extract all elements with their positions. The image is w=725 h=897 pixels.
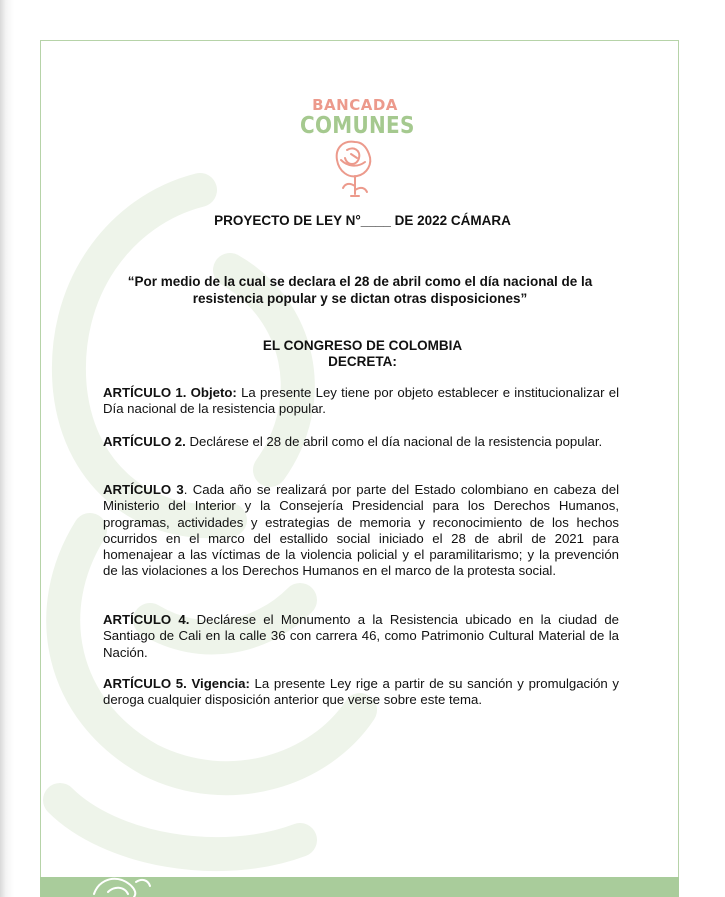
congress-name: EL CONGRESO DE COLOMBIA <box>262 338 463 353</box>
bancada-comunes-logo <box>300 96 415 207</box>
article-heading: ARTÍCULO 3 <box>103 482 184 497</box>
bill-title: PROYECTO DE LEY N°____ DE 2022 CÁMARA <box>214 213 511 228</box>
article-4 <box>103 612 619 661</box>
footer-dove-icon <box>88 872 158 897</box>
article-5 <box>103 676 619 709</box>
article-text: Declárese el Monumento a la Resistencia ubicado en la ciudad de Santiago de Cali en la calle 36 con carrera 46, como Patrimonio Cultural Material de la Nación. <box>103 612 619 660</box>
congress-heading <box>0 338 725 370</box>
rose-dove-icon <box>327 136 383 202</box>
decreta-label: DECRETA: <box>328 354 397 369</box>
article-3 <box>103 482 619 580</box>
article-heading: ARTÍCULO 4. <box>103 612 190 627</box>
bill-subtitle: “Por medio de la cual se declara el 28 de abril como el día nacional de la resistencia popular y se dictan otras disposiciones” <box>127 274 593 306</box>
article-text: Declárese el 28 de abril como el día nacional de la resistencia popular. <box>185 434 603 449</box>
article-text: La presente Ley tiene por objeto establecer e institucionalizar el Día nacional de la resistencia popular. <box>103 385 619 417</box>
article-heading: ARTÍCULO 5. Vigencia: <box>103 676 250 691</box>
article-text: . Cada año se realizará por parte del Estado colombiano en cabeza del Ministerio del Interior y la Consejería Presidencial para los Derechos Humanos, programas, actividades y estrategias de memoria y reconocimiento de los hechos ocurridos en el marco del estallido social iniciado el 28 de abril de 2021 para homenajear a las víctimas de la violencia policial y el paramilitarismo; y la prevención de las violaciones a los Derechos Humanos en el marco de la protesta social. <box>103 482 620 579</box>
article-heading: ARTÍCULO 1. Objeto: <box>103 385 237 400</box>
logo-text-comunes: COMUNES <box>300 111 415 139</box>
article-2 <box>103 434 619 450</box>
article-text: La presente Ley rige a partir de su sanción y promulgación y deroga cualquier disposición anterior que verse sobre este tema. <box>103 676 620 708</box>
article-heading: ARTÍCULO 2. <box>103 434 186 449</box>
logo-text-bancada: BANCADA <box>312 96 398 114</box>
article-1 <box>103 385 619 418</box>
